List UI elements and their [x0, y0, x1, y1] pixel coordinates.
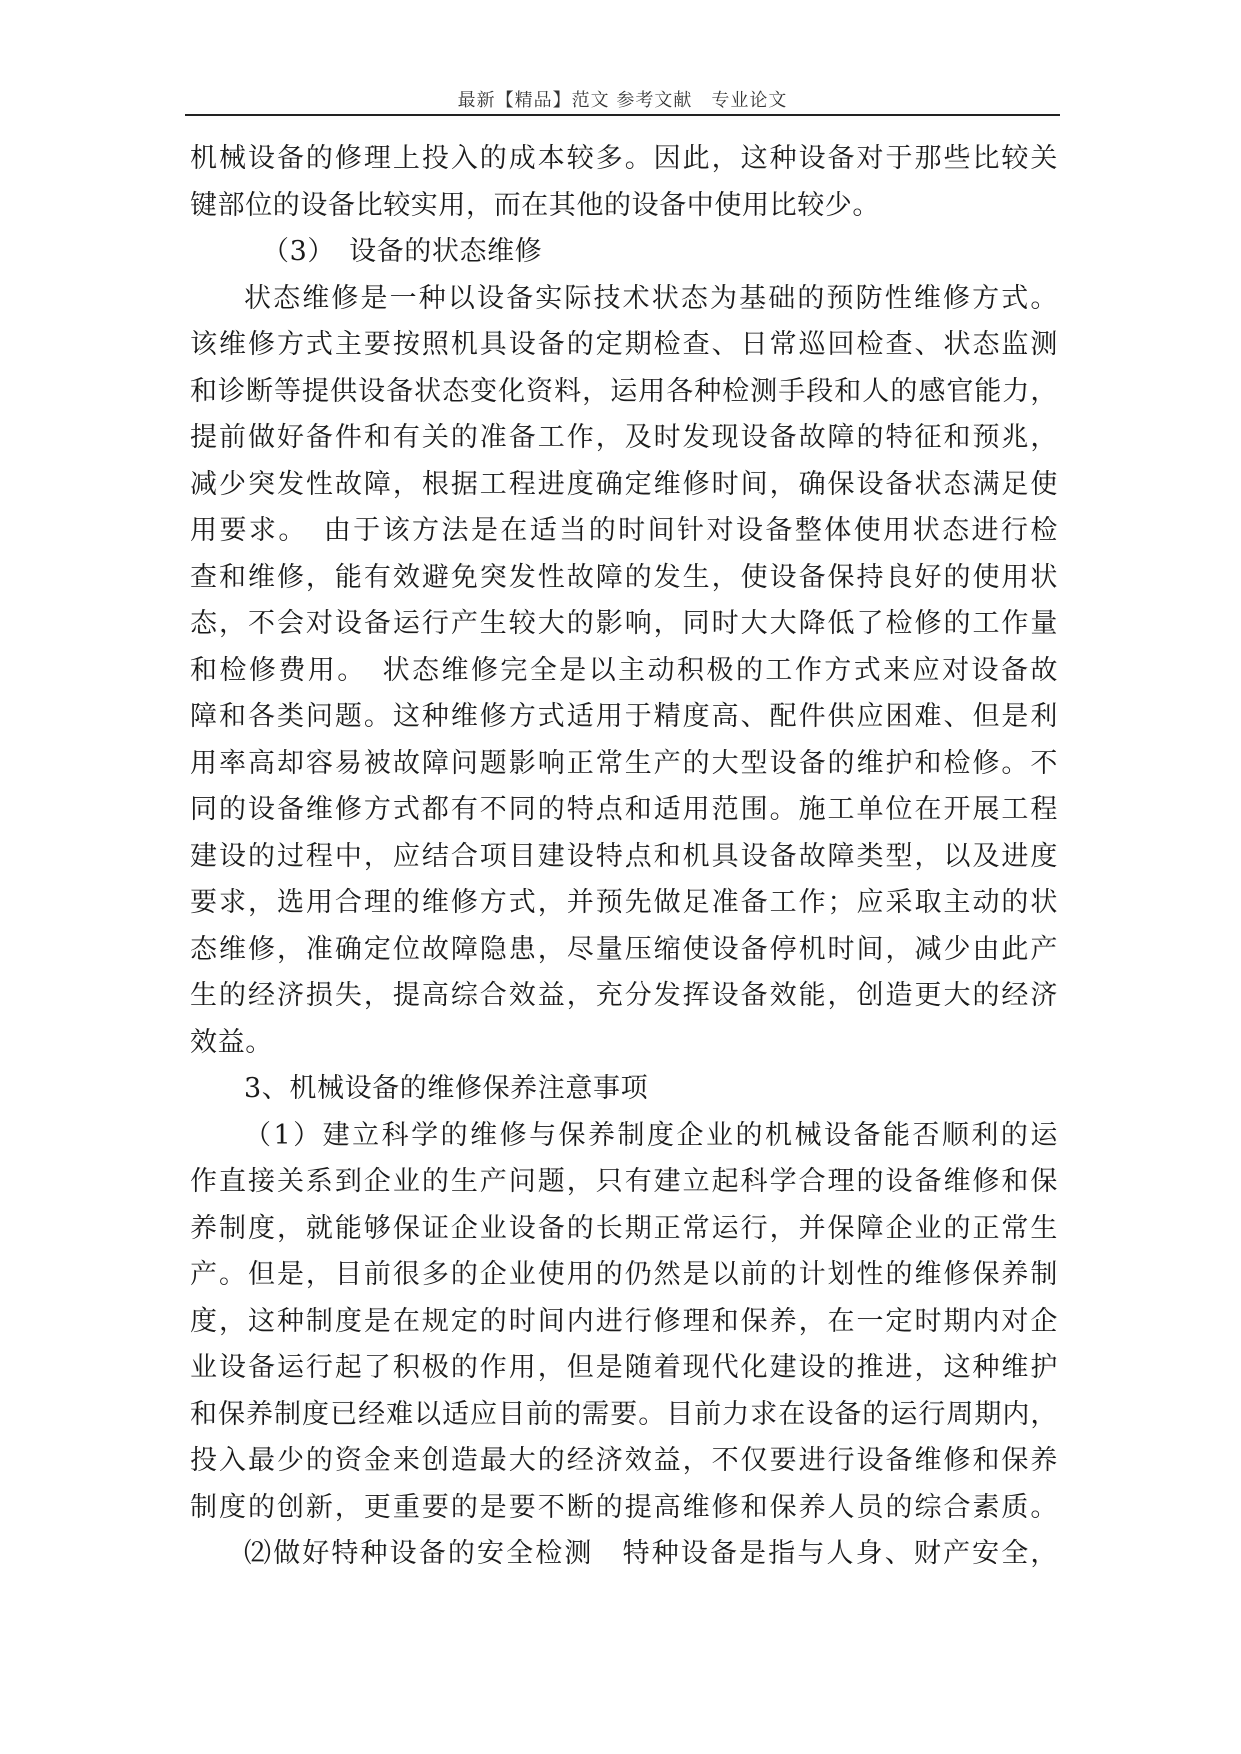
text-line: ⑵做好特种设备的安全检测 特种设备是指与人身、财产安全，: [244, 1538, 1058, 1569]
running-header: 最新【精品】范文 参考文献 专业论文: [457, 90, 788, 111]
text-line: 该维修方式主要按照机具设备的定期检查、日常巡回检查、状态监测: [190, 329, 1058, 360]
text-line: 要求，选用合理的维修方式，并预先做足准备工作；应采取主动的状: [190, 887, 1058, 918]
text-line: 建设的过程中，应结合项目建设特点和机具设备故障类型，以及进度: [190, 840, 1058, 872]
text-line: 用要求。 由于该方法是在适当的时间针对设备整体使用状态进行检: [190, 515, 1058, 546]
text-line: 作直接关系到企业的生产问题，只有建立起科学合理的设备维修和保: [190, 1166, 1058, 1197]
text-line: 提前做好备件和有关的准备工作，及时发现设备故障的特征和预兆，: [190, 422, 1058, 453]
text-line: 产。但是，目前很多的企业使用的仍然是以前的计划性的维修保养制: [190, 1259, 1058, 1290]
text-line: 和保养制度已经难以适应目前的需要。目前力求在设备的运行周期内，: [190, 1398, 1058, 1430]
header-rule: [185, 114, 1060, 116]
text-line: 业设备运行起了积极的作用，但是随着现代化建设的推进，这种维护: [190, 1352, 1058, 1383]
text-line: 键部位的设备比较实用，而在其他的设备中使用比较少。: [190, 189, 880, 221]
text-line: 度，这种制度是在规定的时间内进行修理和保养，在一定时期内对企: [190, 1305, 1058, 1337]
text-line: 投入最少的资金来创造最大的经济效益，不仅要进行设备维修和保养: [190, 1445, 1058, 1476]
text-line: 和诊断等提供设备状态变化资料，运用各种检测手段和人的感官能力，: [190, 375, 1058, 407]
text-line: 障和各类问题。这种维修方式适用于精度高、配件供应困难、但是利: [190, 701, 1058, 732]
text-line: （3） 设备的状态维修: [262, 236, 543, 267]
text-line: 减少突发性故障，根据工程进度确定维修时间，确保设备状态满足使: [190, 468, 1058, 500]
text-line: 机械设备的修理上投入的成本较多。因此，这种设备对于那些比较关: [190, 143, 1058, 174]
text-line: 用率高却容易被故障问题影响正常生产的大型设备的维护和检修。不: [190, 747, 1058, 779]
text-line: 状态维修是一种以设备实际技术状态为基础的预防性维修方式。: [244, 282, 1058, 314]
text-line: 态，不会对设备运行产生较大的影响，同时大大降低了检修的工作量: [190, 608, 1058, 639]
text-line: 和检修费用。 状态维修完全是以主动积极的工作方式来应对设备故: [190, 654, 1058, 686]
text-line: 查和维修，能有效避免突发性故障的发生，使设备保持良好的使用状: [190, 561, 1058, 593]
text-line: 生的经济损失，提高综合效益，充分发挥设备效能，创造更大的经济: [190, 980, 1058, 1011]
text-line: 同的设备维修方式都有不同的特点和适用范围。施工单位在开展工程: [190, 794, 1058, 825]
text-line: （1）建立科学的维修与保养制度企业的机械设备能否顺利的运: [244, 1119, 1058, 1151]
text-line: 制度的创新，更重要的是要不断的提高维修和保养人员的综合素质。: [190, 1491, 1058, 1523]
text-line: 效益。: [190, 1026, 273, 1058]
text-line: 态维修，准确定位故障隐患，尽量压缩使设备停机时间，减少由此产: [190, 933, 1058, 965]
text-line: 3、机械设备的维修保养注意事项: [244, 1073, 649, 1104]
text-line: 养制度，就能够保证企业设备的长期正常运行，并保障企业的正常生: [190, 1212, 1058, 1244]
body-text: [190, 136, 1058, 1578]
